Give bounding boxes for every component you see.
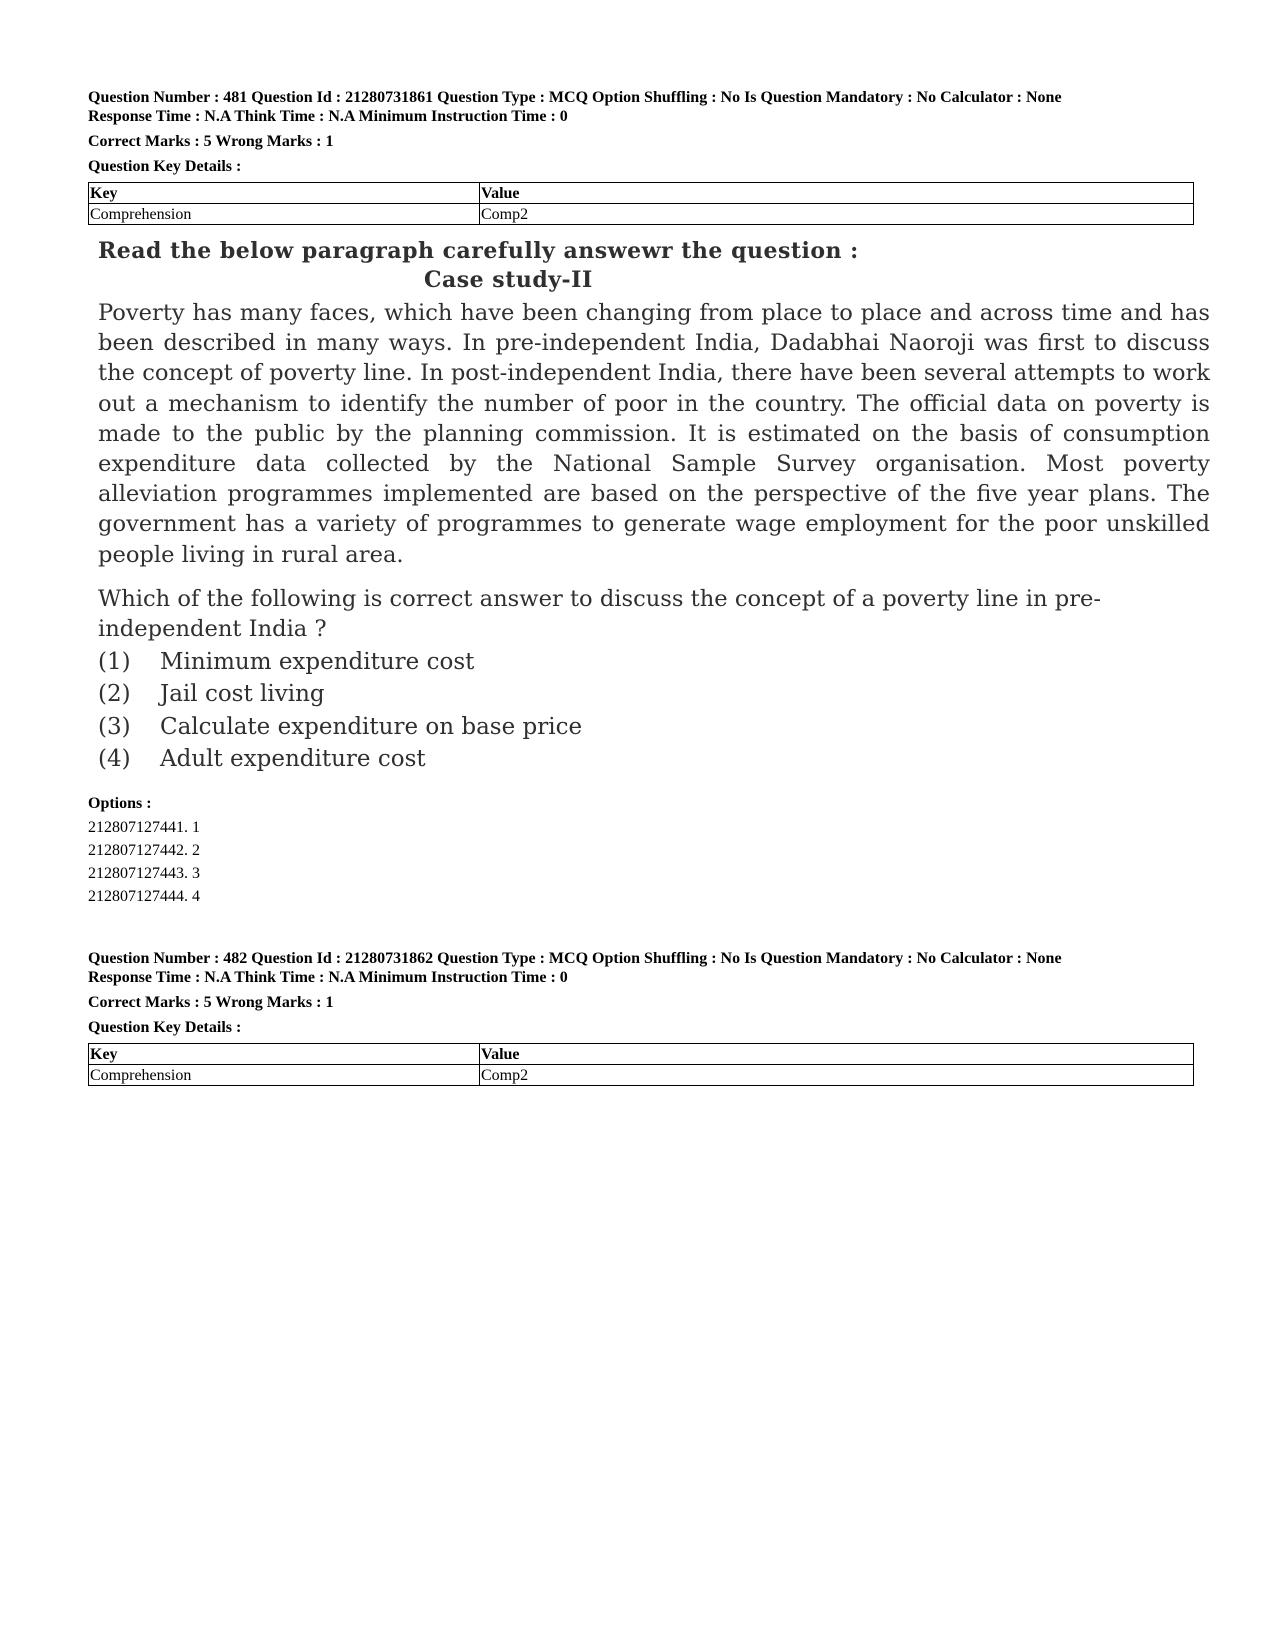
scan-choice-number: (1) (98, 648, 131, 675)
table-row (89, 204, 1194, 225)
table-header-row (89, 1044, 1194, 1065)
scan-case-title: Case study-II (424, 267, 593, 293)
question-marks: Correct Marks : 5 Wrong Marks : 1 (88, 994, 334, 1011)
question-timing-line: Response Time : N.A Think Time : N.A Minimum Instruction Time : 0 (88, 969, 568, 986)
question-meta-line: Question Number : 481 Question Id : 21280731861 Question Type : MCQ Option Shuffling : No Is Question Mandatory : No Calculator : None (88, 89, 1062, 106)
table-cell-value: Comp2 (480, 1065, 1194, 1086)
table-header-key: Key (89, 1044, 480, 1065)
scan-instruction: Read the below paragraph carefully answewr the question : (98, 238, 859, 264)
scan-choice-text: Calculate expenditure on base price (160, 713, 583, 740)
scanned-question-image (98, 237, 1210, 776)
question-481 (88, 88, 1210, 908)
question-meta-line: Question Number : 482 Question Id : 21280731862 Question Type : MCQ Option Shuffling : No Is Question Mandatory : No Calculator : None (88, 950, 1062, 967)
scan-question-text: Which of the following is correct answer to discuss the concept of a poverty line in pre-independent India ? (98, 585, 1102, 642)
options-label: Options : (88, 794, 152, 812)
scan-choice-text: Adult expenditure cost (160, 746, 426, 773)
table-cell-key: Comprehension (89, 1065, 480, 1086)
scan-choice-item (98, 646, 1210, 679)
question-key-table (88, 182, 1194, 225)
option-item: 212807127444. 4 (88, 887, 200, 905)
scan-choice-item (98, 678, 1210, 711)
table-row (89, 1065, 1194, 1086)
question-key-details-label: Question Key Details : (88, 1019, 242, 1036)
table-cell-key: Comprehension (89, 204, 480, 225)
scan-choice-text: Jail cost living (160, 681, 325, 708)
table-header-row (89, 183, 1194, 204)
table-header-value: Value (480, 1044, 1194, 1065)
question-key-details-label: Question Key Details : (88, 158, 242, 175)
question-timing-line: Response Time : N.A Think Time : N.A Minimum Instruction Time : 0 (88, 108, 568, 125)
question-marks: Correct Marks : 5 Wrong Marks : 1 (88, 133, 334, 150)
scan-choice-number: (4) (98, 746, 131, 773)
options-list (88, 816, 1194, 908)
scan-choice-number: (2) (98, 681, 131, 708)
table-cell-value: Comp2 (480, 204, 1194, 225)
scan-paragraph: Poverty has many faces, which have been changing from place to place and across time and has been described in many ways. In pre-independent India, Dadabhai Naoroji was first to discuss the concept of poverty line. In post-independent India, there have been several attempts to work out a mechanism to identify the number of poor in the country. The official data on poverty is made to the public by the planning commission. It is estimated on the basis of consumption expenditure data collected by the National Sample Survey organisation. Most poverty alleviation programmes implemented are based on the perspective of the five year plans. The government has a variety of programmes to generate wage employment for the poor unskilled people living in rural area. (98, 300, 1210, 568)
table-header-value: Value (480, 183, 1194, 204)
scan-choice-number: (3) (98, 713, 131, 740)
scan-choice-item (98, 743, 1210, 776)
question-482 (88, 949, 1194, 1086)
scan-choice-list (98, 646, 1210, 776)
option-item: 212807127442. 2 (88, 841, 200, 859)
question-key-table (88, 1043, 1194, 1086)
scan-choice-item (98, 711, 1210, 744)
option-item: 212807127443. 3 (88, 864, 200, 882)
option-item: 212807127441. 1 (88, 818, 200, 836)
scan-choice-text: Minimum expenditure cost (160, 648, 475, 675)
table-header-key: Key (89, 183, 480, 204)
